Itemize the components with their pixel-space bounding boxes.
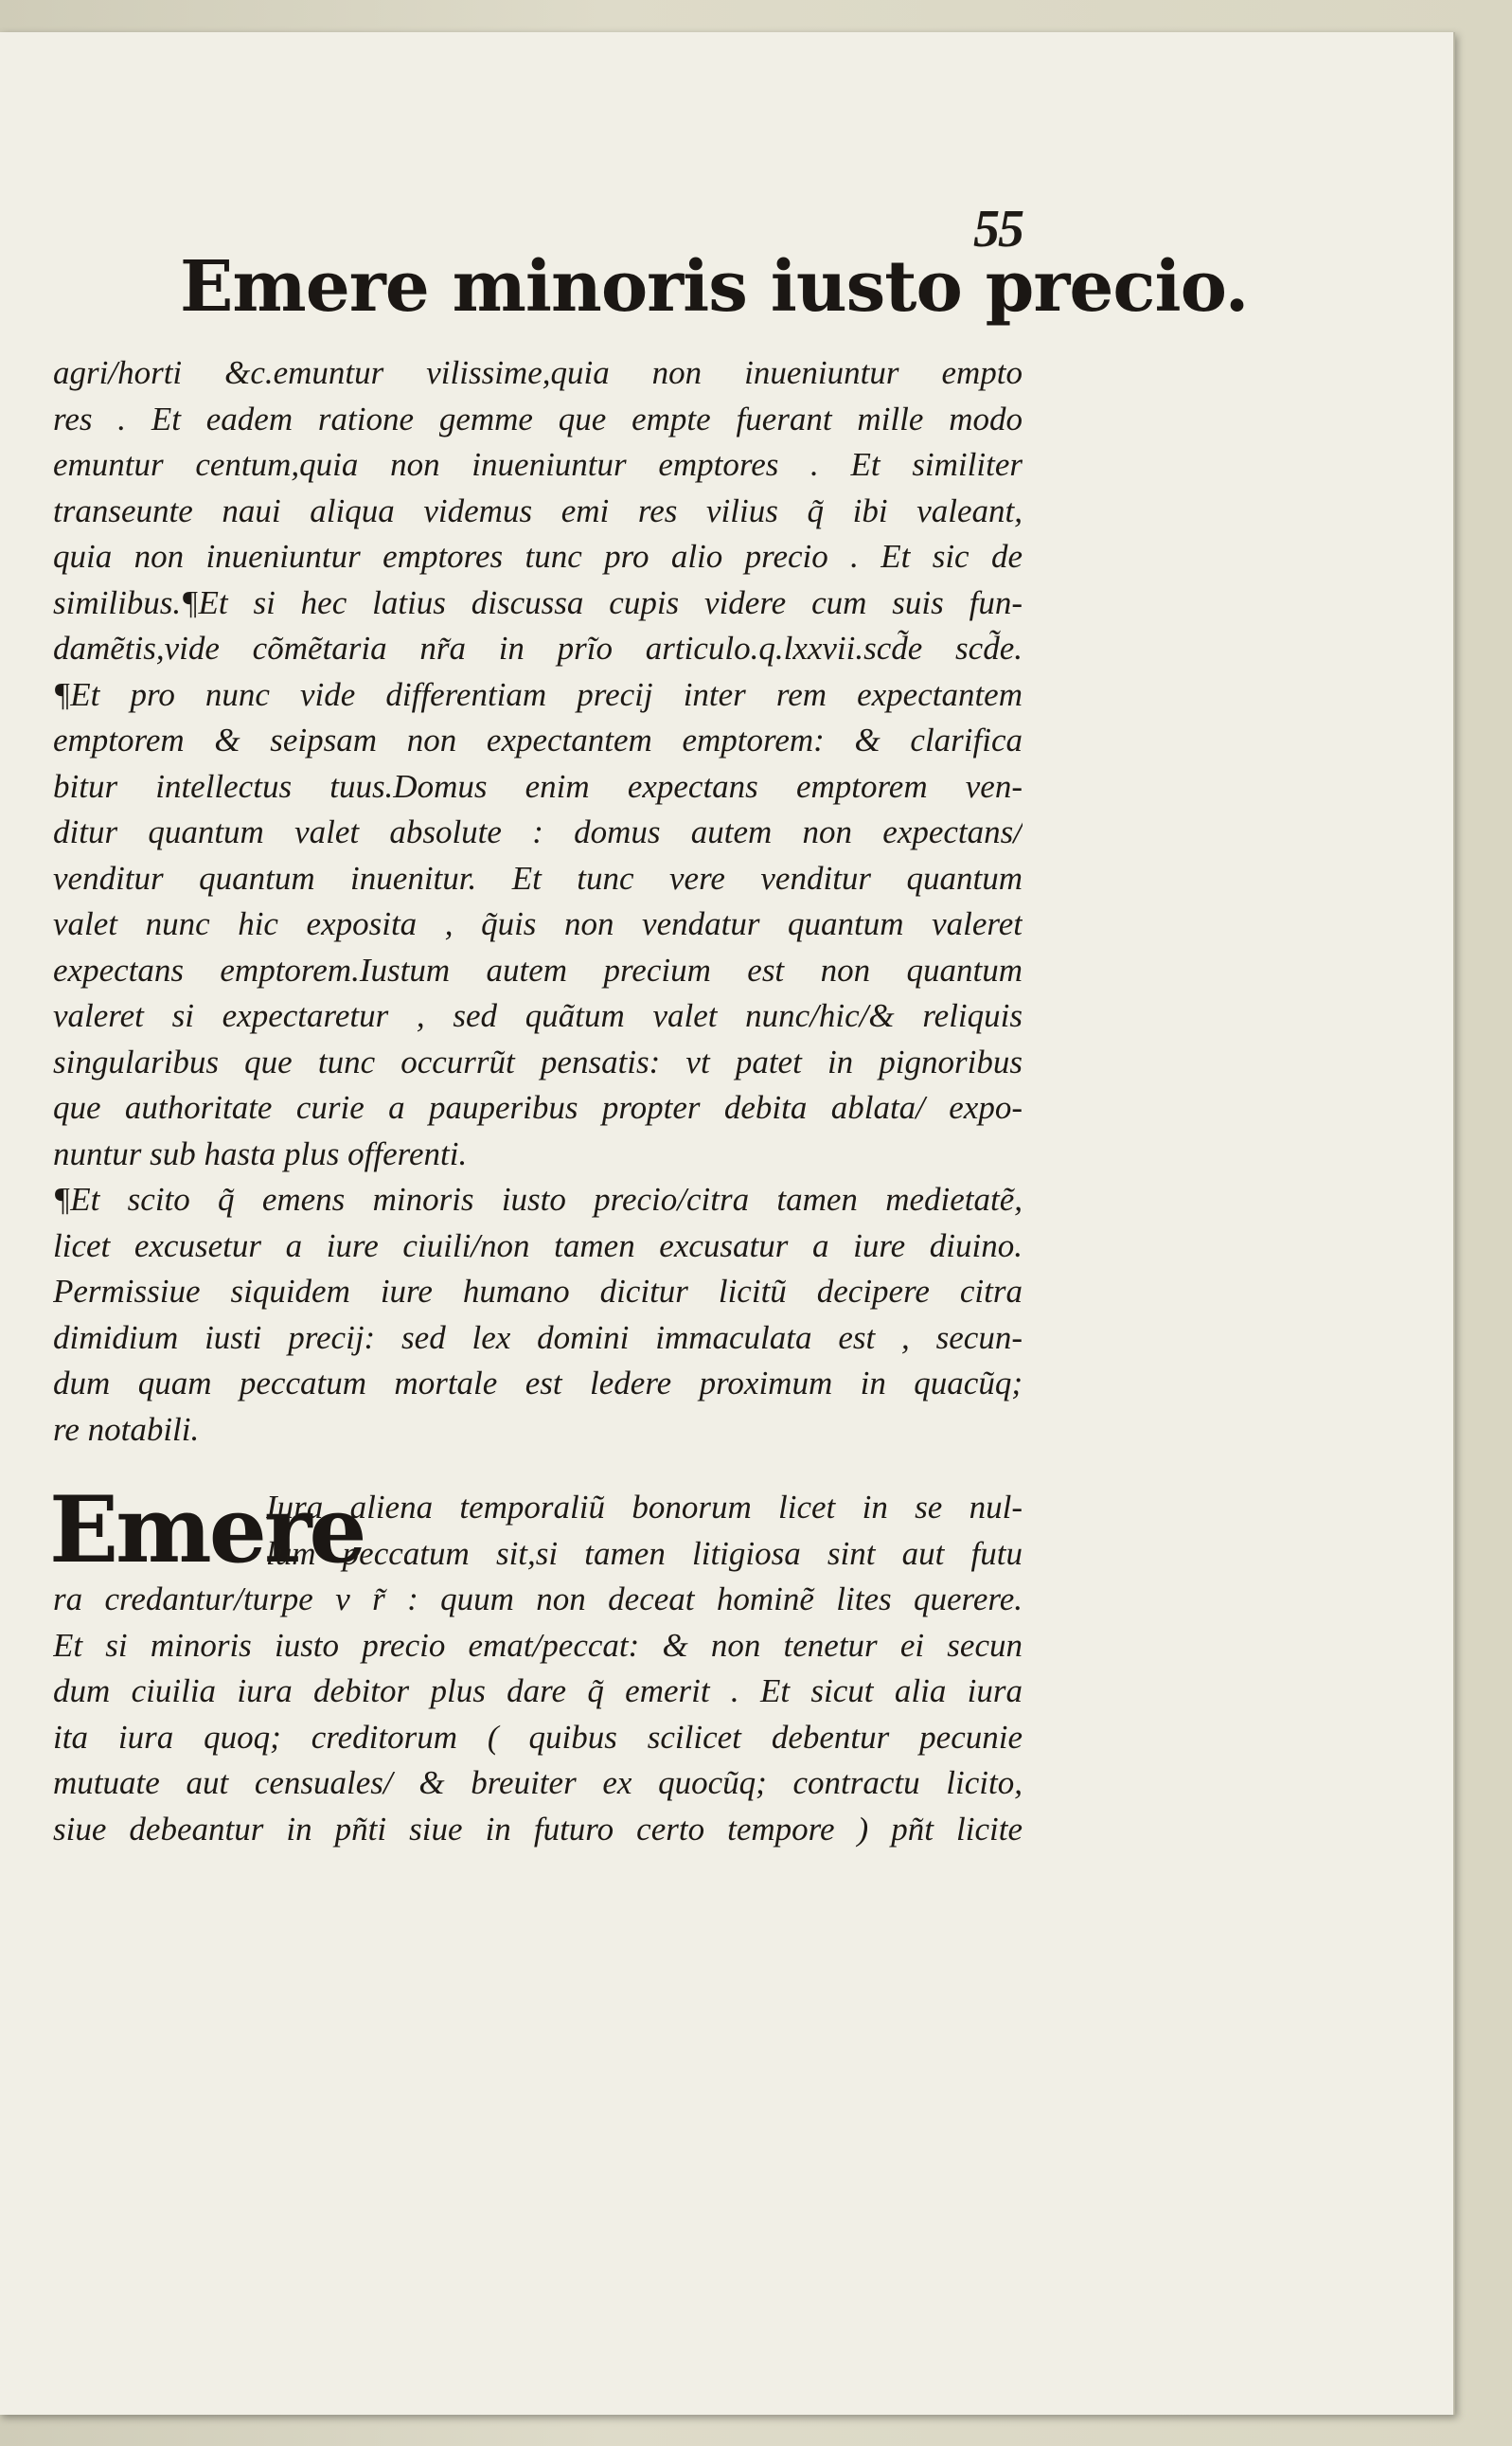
text-line: lum peccatum sit,si tamen litigiosa sint aut futu [266, 1534, 1023, 1572]
text-line: Et si minoris iusto precio emat/peccat: & non tenetur ei secun [53, 1626, 1023, 1664]
text-line: que authoritate curie a pauperibus propter debita ablata/ expo- [53, 1089, 1023, 1126]
text-line: singularibus que tunc occurrũt pensatis: vt patet in pignoribus [53, 1043, 1023, 1080]
text-line: valeret si expectaretur , sed quãtum valet nunc/hic/& reliquis [53, 997, 1023, 1034]
running-head: Emere minoris iusto precio. [180, 246, 1249, 328]
text-line: mutuate aut censuales/ & breuiter ex quocũq; contractu licito, [53, 1764, 1023, 1801]
section-2-hanging-text [53, 1485, 1023, 1577]
text-line: nuntur sub hasta plus offerenti. [53, 1134, 468, 1172]
text-line: licet excusetur a iure ciuili/non tamen excusatur a iure diuino. [53, 1226, 1023, 1264]
text-line: siue debeantur in pñti siue in futuro certo tempore ) pñt licite [53, 1810, 1023, 1848]
text-line: re notabili. [53, 1410, 200, 1448]
text-line: Permissiue siquidem iure humano dicitur licitũ decipere citra [53, 1273, 1023, 1310]
text-line: expectans emptorem.Iustum autem precium est non quantum [53, 951, 1023, 989]
text-line: venditur quantum inuenitur. Et tunc vere venditur quantum [53, 859, 1023, 897]
text-line: ita iura quoq; creditorum ( quibus scilicet debentur pecunie [53, 1718, 1023, 1756]
text-line: ¶Et scito q̃ emens minoris iusto precio/citra tamen medietatẽ, [53, 1181, 1023, 1218]
text-line: emuntur centum,quia non inueniuntur emptores . Et similiter [53, 446, 1023, 483]
text-line: dum ciuilia iura debitor plus dare q̃ emerit . Et sicut alia iura [53, 1672, 1023, 1709]
section-1-text [53, 350, 1023, 1453]
text-line: transeunte naui aliqua videmus emi res vilius q̃ ibi valeant, [53, 491, 1023, 529]
text-line: valet nunc hic exposita , q̃uis non vendatur quantum valeret [53, 905, 1023, 942]
text-line: damẽtis,vide cõmẽtaria nr̃a in prĩo articulo.q.lxxvii.scd̃e scd̃e. [53, 630, 1023, 667]
text-line: agri/horti &c.emuntur vilissime,quia non inueniuntur empto [53, 354, 1023, 391]
section-2-text [53, 1577, 1023, 1852]
text-line: similibus.¶Et si hec latius discussa cupis videre cum suis fun- [53, 583, 1023, 621]
text-line: quia non inueniuntur emptores tunc pro alio precio . Et sic de [53, 538, 1023, 575]
section-initial-word: Emere [49, 1476, 365, 1583]
text-line: ¶Et pro nunc vide differentiam precij inter rem expectantem [53, 675, 1023, 713]
text-line: bitur intellectus tuus.Domus enim expectans emptorem ven- [53, 767, 1023, 805]
text-line: dimidium iusti precij: sed lex domini immaculata est , secun- [53, 1318, 1023, 1356]
text-line: ra credantur/turpe v r̃ : quum non deceat hominẽ lites querere. [53, 1580, 1023, 1617]
folio-number: 55 [973, 200, 1023, 259]
text-line: dum quam peccatum mortale est ledere proximum in quacũq; [53, 1365, 1023, 1402]
text-line: emptorem & seipsam non expectantem emptorem: & clarifica [53, 722, 1023, 759]
text-line: res . Et eadem ratione gemme que empte fuerant mille modo [53, 400, 1023, 437]
text-line: ditur quantum valet absolute : domus autem non expectans/ [53, 813, 1023, 850]
text-line: Iura aliena temporaliũ bonorum licet in se nul- [266, 1489, 1023, 1526]
